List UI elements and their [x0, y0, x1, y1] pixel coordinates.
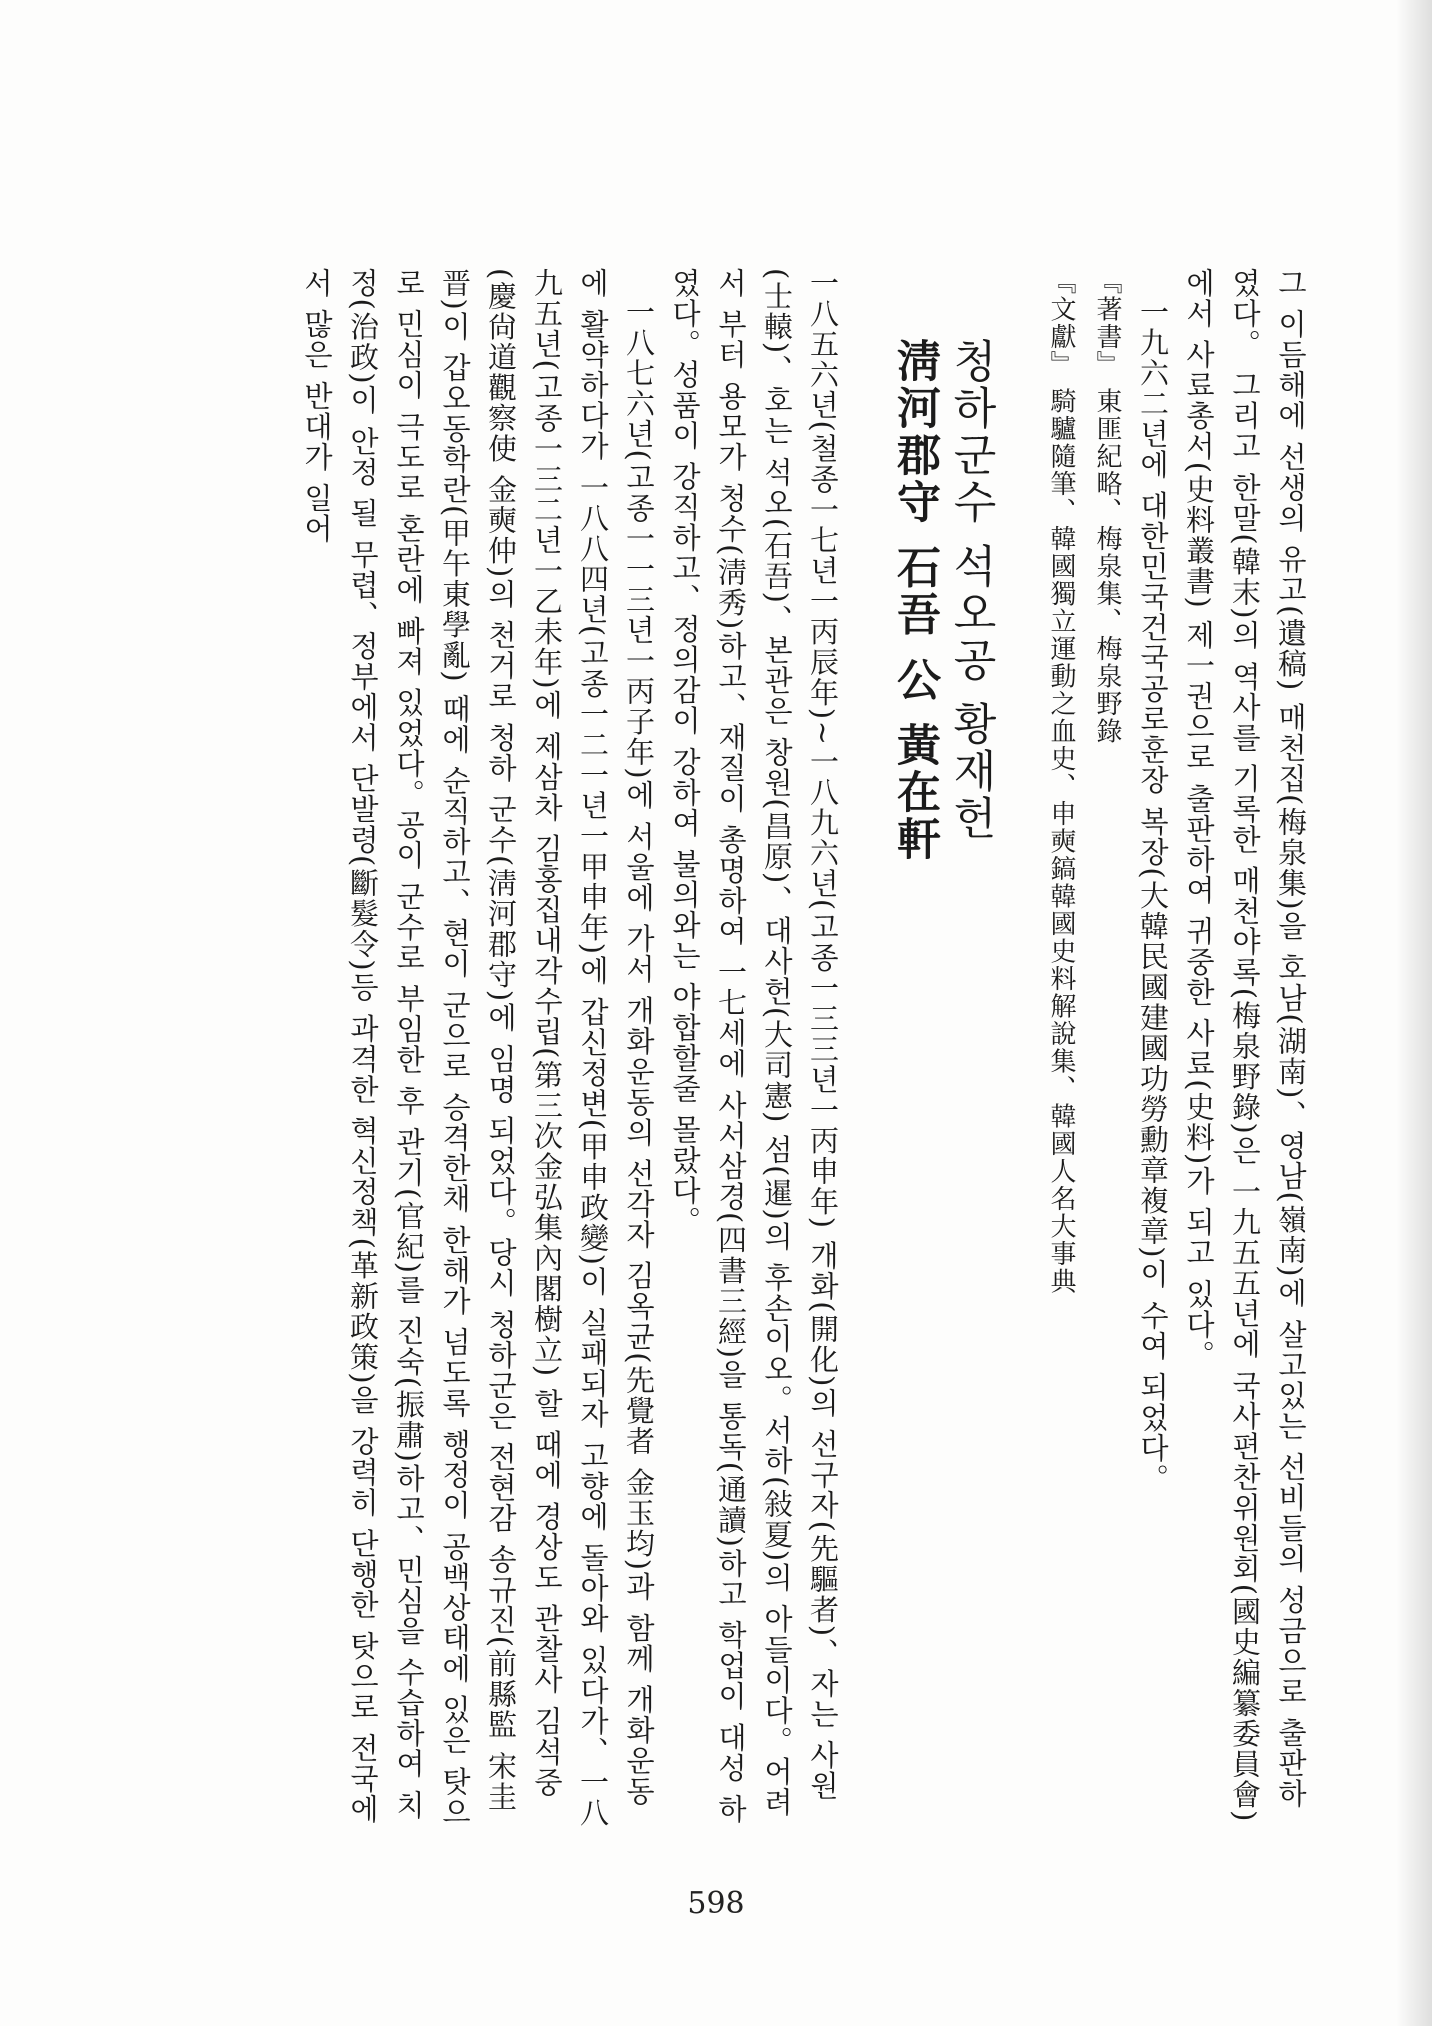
- page-number: 598: [687, 1886, 745, 1921]
- body-paragraph-2: 一八七六년(고종一一三년一丙子年)에 서울에 가서 개화운동의 선각자 김옥균(先覺者 金玉均)과 함께 개화운동에 활약하다가 一八八四년(고종一二一년一甲申年)에 갑신정변(甲申政變)이 실패되자 고향에 돌아와 있다가、一八九五년(고종一三二년一乙未年)에 제삼차 김홍집내각수립(第三次金弘集內閣樹立) 할 때에 경상도 관찰사 김석중(慶尙道觀察使 金奭仲)의 천거로 청하 군수(淸河郡守)에 임명 되었다。당시 청하군은 전현감 송규진(前縣監 宋圭晋)이 갑오동학란(甲午東學亂) 때에 순직하고、현이 군으로 승격한채 한해가 넘도록 행정이 공백상태에 있은 탓으로 민심이 극도로 혼란에 빠져 있었다。공이 군수로 부임한 후 관기(官紀)를 진숙(振肅)하고、민심을 수습하여 치정(治政)이 안정 될 무렵、정부에서 단발령(斷髮令)등 과격한 혁신정책(革新政策)을 강력히 단행한 탓으로 전국에서 많은 반대가 일어: [300, 268, 656, 1828]
- intro-paragraph-2: 一九六二년에 대한민국건국공로훈장 복장(大韓民國建國功勞勳章複章)이 수여 되었다。: [1136, 297, 1170, 1495]
- sources-reference: 『文獻』 騎驢隨筆、韓國獨立運動之血史、申奭鎬韓國史料解說集、韓國人名大事典: [1046, 268, 1076, 1296]
- binding-shadow: [1396, 0, 1432, 2026]
- vertical-text-block: [294, 268, 1314, 1828]
- section-heading: [846, 268, 1038, 1828]
- writings-reference: 『著書』 東匪紀略、梅泉集、梅泉野錄: [1092, 268, 1122, 746]
- intro-paragraph-1: 그 이듬해에 선생의 유고(遺稿) 매천집(梅泉集)을 호남(湖南)、영남(嶺南)에 살고있는 선비들의 성금으로 출판하였다。 그리고 한말(韓末)의 역사를 기록한 매천야록(梅泉野錄)은 一九五五년에 국사편찬위원회(國史編纂委員會)에서 사료총서(史料叢書) 제一권으로 출판하여 귀중한 사료(史料)가 되고 있다。: [1182, 268, 1308, 1823]
- heading-hanja: 淸河郡守 石吾 公 黃在軒: [889, 338, 940, 863]
- heading-hangul: 청하군수 석오공 황재헌: [945, 338, 996, 842]
- body-paragraph-1: 一八五六년(철종一七년一丙辰年)~一八九六년(고종一三三년一丙申年) 개화(開化)의 선구자(先驅者)、자는 사원(士轅)、호는 석오(石吾)、본관은 창원(昌原)、대사헌(大司憲) 섬(暹)의 후손이오。서하(敍夏)의 아들이다。어려서 부터 용모가 청수(淸秀)하고、재질이 총명하여 一七세에 사서삼경(四書三經)을 통독(通讀)하고 학업이 대성 하였다。성품이 강직하고、정의감이 강하여 불의와는 야합할줄 몰랐다。: [668, 268, 840, 1825]
